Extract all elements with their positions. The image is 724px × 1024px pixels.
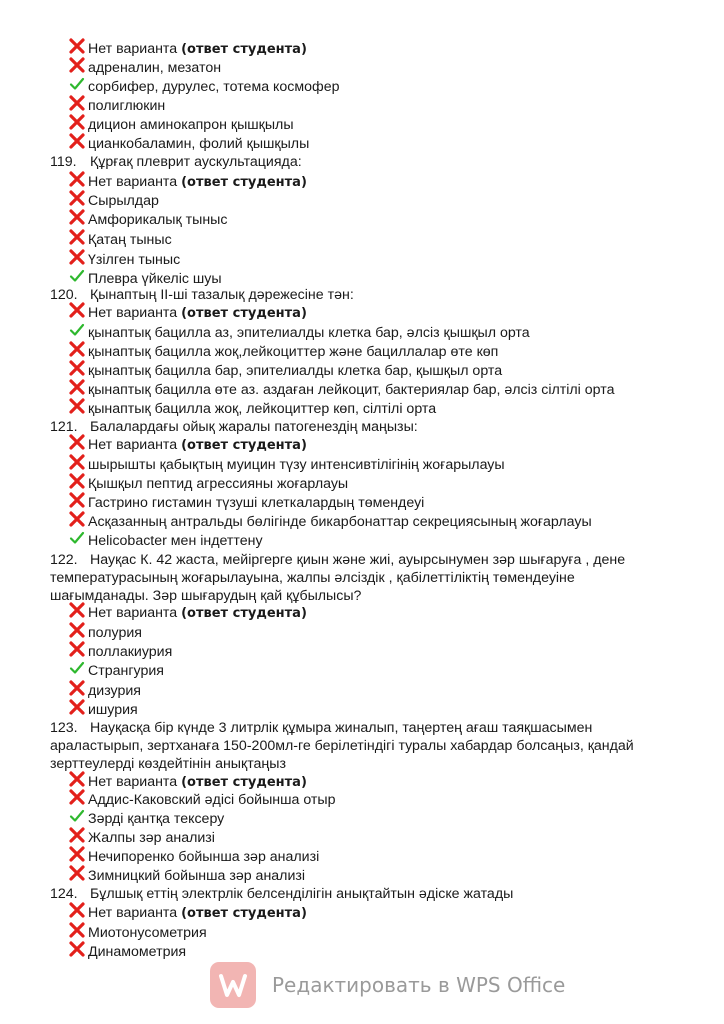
option-label: Жалпы зәр анализі (88, 830, 215, 846)
answer-option-text (88, 475, 348, 493)
student-answer-tag: (ответ студента) (181, 175, 307, 190)
answer-option-text (88, 456, 505, 474)
option-label: Нет варианта (88, 41, 178, 57)
answer-option-text (88, 829, 215, 847)
answer-option-text (88, 211, 227, 229)
answer-option-text (88, 436, 307, 455)
student-answer-tag: (ответ студента) (181, 906, 307, 921)
answer-option-text (88, 513, 592, 531)
answer-option-text (88, 381, 614, 399)
answer-option-text (88, 604, 307, 623)
option-label: Зәрді қантқа тексеру (88, 811, 225, 827)
wrong-cross-icon (68, 94, 86, 112)
edit-in-wps-button[interactable] (210, 960, 566, 1010)
correct-check-icon (68, 659, 86, 677)
option-label: Аддис-Каковский әдісі бойынша отыр (88, 792, 336, 808)
wrong-cross-icon (68, 472, 86, 490)
wrong-cross-icon (68, 864, 86, 882)
option-label: қынаптық бацилла өте аз. аздаған лейкоцит, бактериялар бар, әлсіз сілтілі орта (88, 382, 615, 398)
wrong-cross-icon (68, 433, 86, 451)
option-label: Гастрино гистамин түзуші клеткалардың төмендеуі (88, 495, 425, 511)
wrong-cross-icon (68, 170, 86, 188)
question-line: Құрғақ плеврит аускультацияда: (90, 154, 302, 170)
answer-option-text (88, 791, 336, 809)
option-label: қынаптық бацилла жоқ,лейкоциттер және бациллалар өте көп (88, 344, 499, 360)
wrong-cross-icon (68, 301, 86, 319)
answer-option-text (88, 97, 165, 115)
wrong-cross-icon (68, 189, 86, 207)
option-label: Плевра үйкеліс шуы (88, 271, 222, 287)
question-line: Балалардағы ойық жаралы патогенездің маңызы: (90, 419, 418, 435)
question-line: шағымданады. Зәр шығарудың қай құбылысы? (50, 588, 362, 604)
option-label: Helicobacter мен індеттену (88, 533, 263, 549)
option-label: Зимницкий бойынша зәр анализі (88, 868, 306, 884)
answer-option-text (88, 773, 307, 792)
question-number: 123. (50, 720, 78, 736)
option-label: ишурия (88, 702, 138, 718)
student-answer-tag: (ответ студента) (181, 438, 307, 453)
wrong-cross-icon (68, 845, 86, 863)
answer-option-text (88, 324, 530, 342)
option-label: Асқазанның антральды бөлігінде бикарбонаттар секрециясының жоғарлауы (88, 514, 592, 530)
wrong-cross-icon (68, 601, 86, 619)
correct-check-icon (68, 267, 86, 285)
answer-option-text (88, 59, 221, 77)
answer-option-text (88, 192, 159, 210)
option-label: Миотонусометрия (88, 925, 207, 941)
option-label: қынаптық бацилла жоқ, лейкоциттер көп, сілтілі орта (88, 401, 437, 417)
option-label: цианкобаламин, фолий қышқылы (88, 136, 310, 152)
wrong-cross-icon (68, 621, 86, 639)
option-label: қынаптық бацилла аз, эпителиалды клетка бар, әлсіз қышқыл орта (88, 325, 530, 341)
correct-check-icon (68, 529, 86, 547)
answer-option-text (88, 173, 307, 192)
option-label: адреналин, мезатон (88, 60, 222, 76)
wrong-cross-icon (68, 901, 86, 919)
answer-option-text (88, 943, 186, 961)
wrong-cross-icon (68, 132, 86, 150)
answer-option-text (88, 251, 180, 269)
wrong-cross-icon (68, 770, 86, 788)
answer-option-text (88, 810, 224, 828)
answer-option-text (88, 494, 424, 512)
wrong-cross-icon (68, 37, 86, 55)
correct-check-icon (68, 75, 86, 93)
option-label: Нет варианта (88, 905, 178, 921)
answer-option-text (88, 662, 164, 680)
student-answer-tag: (ответ студента) (181, 775, 307, 790)
wrong-cross-icon (68, 921, 86, 939)
question-text (50, 551, 650, 569)
answer-option-text (88, 78, 339, 96)
option-label: дизурия (88, 683, 141, 699)
question-text (50, 587, 650, 605)
wrong-cross-icon (68, 113, 86, 131)
option-label: Нет варианта (88, 437, 178, 453)
question-line: температурасының жоғарылауына, жалпы әлсіздік , қабілеттіліктің төмендеуіне (50, 570, 575, 586)
option-label: Үзілген тыныс (88, 252, 181, 268)
wps-logo-icon (210, 962, 256, 1008)
wps-edit-label: Редактировать в WPS Office (272, 973, 566, 997)
wrong-cross-icon (68, 208, 86, 226)
option-label: сорбифер, дурулес, тотема космофер (88, 79, 340, 95)
option-label: Нет варианта (88, 174, 178, 190)
wrong-cross-icon (68, 698, 86, 716)
question-text (50, 719, 650, 737)
question-line: араластырып, зертханаға 150-200мл-ге берілетіндігі туралы хабардар болсаңыз, қандай (50, 738, 634, 754)
option-label: дицион аминокапрон қышқылы (88, 117, 294, 133)
wrong-cross-icon (68, 640, 86, 658)
wrong-cross-icon (68, 248, 86, 266)
answer-option-text (88, 116, 294, 134)
answer-option-text (88, 867, 305, 885)
correct-check-icon (68, 807, 86, 825)
option-label: Динамометрия (88, 944, 187, 960)
option-label: Нечипоренко бойынша зәр анализі (88, 849, 320, 865)
question-text (50, 153, 650, 171)
wrong-cross-icon (68, 510, 86, 528)
wrong-cross-icon (68, 940, 86, 958)
student-answer-tag: (ответ студента) (181, 606, 307, 621)
option-label: поллакиурия (88, 644, 173, 660)
wrong-cross-icon (68, 56, 86, 74)
answer-option-text (88, 624, 142, 642)
question-text (50, 418, 650, 436)
answer-option-text (88, 904, 307, 923)
option-label: Нет варианта (88, 305, 178, 321)
wrong-cross-icon (68, 453, 86, 471)
answer-option-text (88, 400, 436, 418)
question-number: 121. (50, 419, 78, 435)
option-label: Қатаң тыныс (88, 232, 172, 248)
option-label: Амфорикалық тыныс (88, 212, 228, 228)
answer-option-text (88, 343, 498, 361)
wrong-cross-icon (68, 359, 86, 377)
question-number: 119. (50, 154, 77, 170)
answer-option-text (88, 848, 319, 866)
question-text (50, 286, 650, 304)
question-line: зерттеулерді көздейтінін анықтаңыз (50, 756, 286, 772)
wrong-cross-icon (68, 788, 86, 806)
answer-option-text (88, 924, 207, 942)
option-label: қынаптық бацилла бар, эпителиалды клетка бар, қышқыл орта (88, 363, 503, 379)
question-text (50, 569, 650, 587)
question-number: 122. (50, 552, 78, 568)
correct-check-icon (68, 321, 86, 339)
question-line: Бұлшық еттің электрлік белсенділігін анықтайтын әдіске жатады (90, 886, 514, 902)
answer-option-text (88, 701, 138, 719)
wrong-cross-icon (68, 340, 86, 358)
question-line: Науқасқа бір күнде 3 литрлік құмыра жиналып, таңертең ағаш таяқшасымен (90, 720, 593, 736)
question-text (50, 755, 650, 773)
answer-option-text (88, 362, 502, 380)
wrong-cross-icon (68, 397, 86, 415)
wrong-cross-icon (68, 491, 86, 509)
option-label: Странгурия (88, 663, 164, 679)
student-answer-tag: (ответ студента) (181, 306, 307, 321)
answer-option-text (88, 304, 307, 323)
question-text (50, 885, 650, 903)
answer-option-text (88, 643, 172, 661)
answer-option-text (88, 532, 263, 550)
option-label: шырышты қабықтың муицин түзу интенсивтілігінің жоғарылауы (88, 457, 505, 473)
student-answer-tag: (ответ студента) (181, 42, 307, 57)
option-label: Қышқыл пептид агрессияны жоғарлауы (88, 476, 349, 492)
answer-option-text (88, 135, 309, 153)
option-label: полиглюкин (88, 98, 166, 114)
answer-option-text (88, 682, 141, 700)
question-number: 120. (50, 287, 78, 303)
wrong-cross-icon (68, 679, 86, 697)
option-label: Нет варианта (88, 605, 178, 621)
question-line: Науқас К. 42 жаста, мейіргерге қиын және жиі, ауырсынумен зәр шығаруға , дене (90, 552, 626, 568)
option-label: полурия (88, 625, 142, 641)
question-text (50, 737, 650, 755)
answer-option-text (88, 40, 307, 59)
wrong-cross-icon (68, 228, 86, 246)
answer-option-text (88, 231, 172, 249)
wrong-cross-icon (68, 826, 86, 844)
option-label: Сырылдар (88, 193, 159, 209)
wrong-cross-icon (68, 378, 86, 396)
question-line: Қынаптың ІІ-ші тазалық дәрежесіне тән: (90, 287, 354, 303)
option-label: Нет варианта (88, 774, 178, 790)
question-number: 124. (50, 886, 78, 902)
